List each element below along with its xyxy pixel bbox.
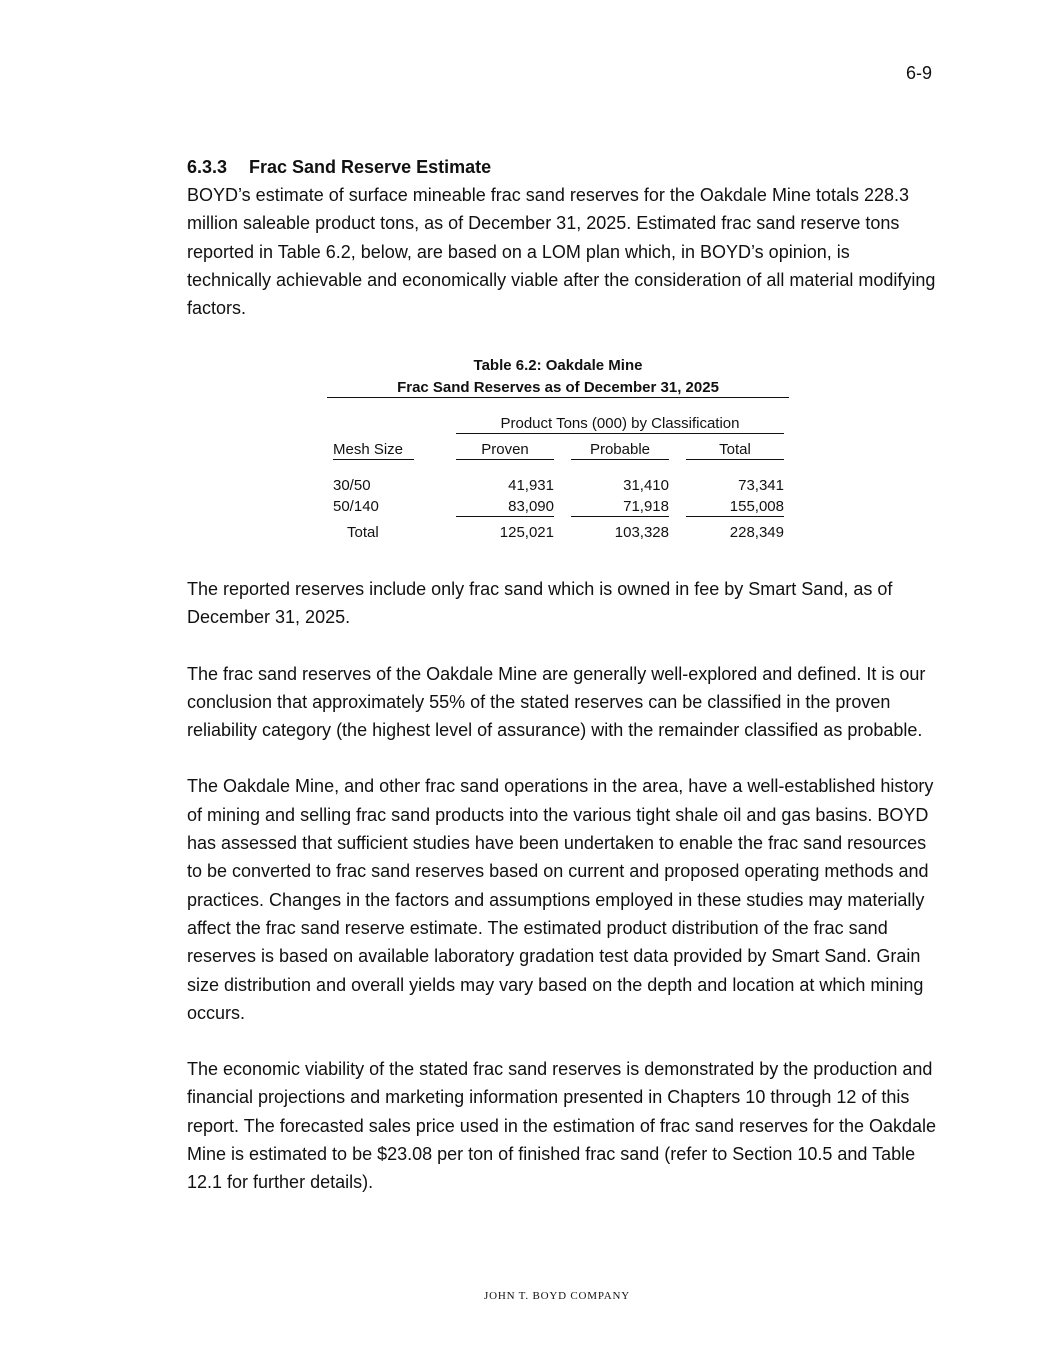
table-cell-total: 155,008 [729,498,784,515]
group-header-rule [456,433,784,434]
page-number: 6-9 [905,63,932,83]
paragraph: The reported reserves include only frac sand which is owned in fee by Smart Sand, as of December 31, 2025. [187,579,893,628]
proven-header-underline [456,459,554,460]
total-header-underline [686,459,784,460]
classification-group-header: Product Tons (000) by Classification [500,415,740,432]
table-cell-proven: 41,931 [508,477,554,494]
table-cell-mesh: 30/50 [333,477,371,494]
section-heading [187,153,937,181]
col-header-proven: Proven [481,441,529,458]
total-row-probable: 103,328 [614,524,669,541]
table-cell-probable: 71,918 [623,498,669,515]
body-text [187,575,937,1197]
probable-header-underline [571,459,669,460]
total-row-proven: 125,021 [499,524,554,541]
mesh-header-underline [333,459,414,460]
section-title: Frac Sand Reserve Estimate [249,157,492,177]
table-subtitle: Frac Sand Reserves as of December 31, 2025 [397,379,719,396]
paragraph: The frac sand reserves of the Oakdale Mine are generally well-explored and defined. It is our conclusion that approximately 55% of the stated reserves can be classified in the proven reliability category (the highest level of assurance) with the remainder classified as probable. [187,663,926,741]
paragraph: The economic viability of the stated frac sand reserves is demonstrated by the production and financial projections and marketing information presented in Chapters 10 through 12 of this report. The forecasted sales price used in the estimation of frac sand reserves for the Oakdale Mine is estimated to be $23.08 per ton of finished frac sand (refer to Section 10.5 and Table 12.1 for further details). [187,1059,937,1193]
table-cell-proven: 83,090 [508,498,554,515]
col-header-total: Total [719,441,751,458]
table-cell-total: 73,341 [738,477,784,494]
col-header-probable: Probable [589,441,651,458]
paragraph: The Oakdale Mine, and other frac sand operations in the area, have a well-established history of mining and selling frac sand products into the various tight shale oil and gas basins. BOYD has assessed that sufficient studies have been undertaken to enable the frac sand resources to be converted to frac sand reserves based on current and proposed operating methods and practices. Changes in the factors and assumptions employed in these studies may materially affect the frac sand reserve estimate. The estimated product distribution of the frac sand reserves is based on available laboratory gradation test data provided by Smart Sand. Grain size distribution and overall yields may vary based on the depth and location at which mining occurs. [187,776,934,1023]
page-content [187,153,937,322]
total-subtotal-rule [686,516,784,517]
total-row-total: 228,349 [729,524,784,541]
table-title: Table 6.2: Oakdale Mine [473,357,643,374]
table-cell-mesh: 50/140 [333,498,379,515]
intro-paragraph: BOYD’s estimate of surface mineable frac sand reserves for the Oakdale Mine totals 228.3 million saleable product tons, as of December 31, 2025. Estimated frac sand reserve tons reported in Table 6.2, below, are based on a LOM plan which, in BOYD’s opinion, is technically achievable and economically viable after the consideration of all material modifying factors. [187,185,936,319]
table-top-rule [327,397,789,398]
proven-subtotal-rule [456,516,554,517]
table-cell-probable: 31,410 [623,477,669,494]
footer-company-name: JOHN T. BOYD COMPANY [484,1290,630,1302]
total-row-label: Total [347,524,379,541]
section-number: 6.3.3 [187,157,228,177]
col-header-mesh-size: Mesh Size [333,441,404,458]
probable-subtotal-rule [571,516,669,517]
